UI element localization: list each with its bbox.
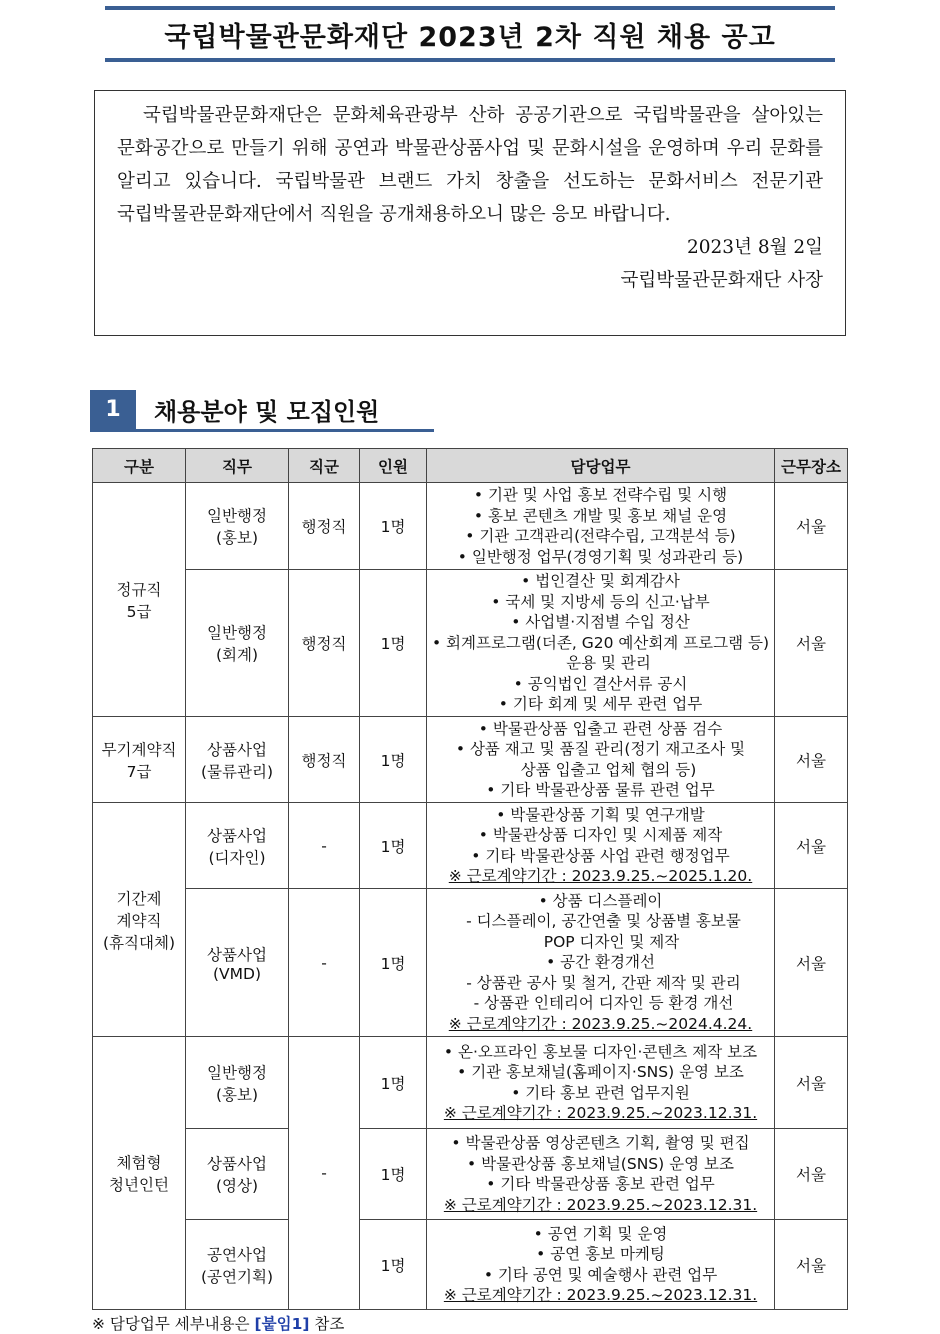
count-cell: 1명 [360, 1220, 427, 1310]
jobgroup-cell: - [289, 1037, 360, 1310]
jobgroup-cell: 행정직 [289, 570, 360, 717]
count-cell: 1명 [360, 570, 427, 717]
table-header-row [93, 449, 848, 483]
duty-item-continued: 상품 입출고 업체 협의 등) [520, 760, 697, 779]
duty-item: • 기관 및 사업 홍보 전략수립 및 시행 [431, 485, 770, 506]
location-cell: 서울 [775, 889, 848, 1037]
duty-item: • 일반행정 업무(경영기획 및 성과관리 등) [431, 547, 770, 568]
appendix-reference-link[interactable]: [붙임1] [254, 1315, 310, 1333]
table-row [93, 1037, 848, 1129]
duties-cell [427, 889, 775, 1037]
category-cell: 기간제 계약직 (휴직대체) [93, 803, 186, 1037]
duty-item: • 박물관상품 영상콘텐츠 기획, 촬영 및 편집 [431, 1133, 770, 1154]
count-cell: 1명 [360, 483, 427, 570]
duty-subitem: - 상품관 공사 및 철거, 간판 제작 및 관리 [466, 973, 741, 992]
job-cell: 일반행정 (회계) [186, 570, 289, 717]
duty-item: • 사업별·지점별 수입 정산 [431, 612, 770, 633]
section-heading [90, 390, 434, 432]
header-job: 직무 [186, 449, 289, 483]
count-cell: 1명 [360, 803, 427, 889]
category-cell: 무기계약직 7급 [93, 717, 186, 803]
job-cell: 공연사업 (공연기획) [186, 1220, 289, 1310]
section-number: 1 [90, 390, 136, 429]
contract-period-note: ※ 근로계약기간 : 2023.9.25.~2024.4.24. [448, 1014, 753, 1033]
duty-subitem: - 상품관 인테리어 디자인 등 환경 개선 [473, 994, 734, 1013]
intro-paragraph: 국립박물관문화재단은 문화체육관광부 산하 공공기관으로 국립박물관을 살아있는 문화공간으로 만들기 위해 공연과 박물관상품사업 및 문화시설을 운영하며 우리 문화를 알리고 있습니다. 국립박물관 브랜드 가치 창출을 선도하는 문화서비스 전문기관 국립박물관문화재단에서 직원을 공개채용하오니 많은 응모 바랍니다. [117, 105, 823, 225]
duty-item: • 기타 박물관상품 홍보 관련 업무 [431, 1174, 770, 1195]
duties-cell [427, 1037, 775, 1129]
jobgroup-cell: 행정직 [289, 483, 360, 570]
table-row [93, 570, 848, 717]
count-cell: 1명 [360, 889, 427, 1037]
duty-item: • 기타 공연 및 예술행사 관련 업무 [431, 1265, 770, 1286]
duty-item: • 공간 환경개선 [431, 952, 770, 973]
duty-item: • 기관 홍보채널(홈페이지·SNS) 운영 보조 [431, 1062, 770, 1083]
duty-item: • 박물관상품 디자인 및 시제품 제작 [431, 825, 770, 846]
intro-box [94, 90, 846, 336]
duty-item: • 온·오프라인 홍보물 디자인·콘텐츠 제작 보조 [431, 1042, 770, 1063]
duty-item: • 기관 고객관리(전략수립, 고객분석 등) [431, 526, 770, 547]
contract-period-note: ※ 근로계약기간 : 2023.9.25.~2023.12.31. [443, 1286, 758, 1304]
footnote [92, 1312, 344, 1334]
contract-period-note: ※ 근로계약기간 : 2023.9.25.~2025.1.20. [448, 867, 753, 885]
header-count: 인원 [360, 449, 427, 483]
header-category: 구분 [93, 449, 186, 483]
recruitment-table [92, 448, 848, 1310]
location-cell: 서울 [775, 1037, 848, 1129]
contract-period-note: ※ 근로계약기간 : 2023.9.25.~2023.12.31. [443, 1104, 758, 1122]
duty-item: • 공연 홍보 마케팅 [431, 1244, 770, 1265]
table-row [93, 1129, 848, 1220]
contract-period-note: ※ 근로계약기간 : 2023.9.25.~2023.12.31. [443, 1195, 758, 1214]
location-cell: 서울 [775, 717, 848, 803]
jobgroup-cell: 행정직 [289, 717, 360, 803]
duty-item: • 상품 재고 및 품질 관리(정기 재고조사 및 [431, 739, 770, 760]
duty-item: • 기타 회계 및 세무 관련 업무 [431, 694, 770, 715]
job-cell: 상품사업 (디자인) [186, 803, 289, 889]
footnote-suffix: 참조 [314, 1315, 345, 1333]
count-cell: 1명 [360, 1037, 427, 1129]
job-cell: 일반행정 (홍보) [186, 1037, 289, 1129]
duty-item: • 박물관상품 입출고 관련 상품 검수 [431, 719, 770, 740]
table-row [93, 483, 848, 570]
category-cell: 체험형 청년인턴 [93, 1037, 186, 1310]
duty-item: • 법인결산 및 회계감사 [431, 571, 770, 592]
duty-item-continued: 운용 및 관리 [566, 654, 651, 673]
duties-cell [427, 483, 775, 570]
duty-item: • 박물관상품 기획 및 연구개발 [431, 805, 770, 826]
jobgroup-cell: - [289, 803, 360, 889]
duties-cell [427, 1220, 775, 1310]
table-row [93, 1220, 848, 1310]
location-cell: 서울 [775, 570, 848, 717]
duties-cell [427, 1129, 775, 1220]
table-row [93, 717, 848, 803]
duty-item: • 공익법인 결산서류 공시 [431, 674, 770, 695]
header-duties: 담당업무 [427, 449, 775, 483]
job-cell: 일반행정 (홍보) [186, 483, 289, 570]
job-cell: 상품사업 (영상) [186, 1129, 289, 1220]
duty-item: • 회계프로그램(더존, G20 예산회계 프로그램 등) [431, 633, 770, 654]
duty-item: • 홍보 콘텐츠 개발 및 홍보 채널 운영 [431, 506, 770, 527]
duty-item: • 공연 기획 및 운영 [431, 1224, 770, 1245]
duty-item-continued: POP 디자인 및 제작 [543, 932, 680, 951]
category-cell: 정규직 5급 [93, 483, 186, 717]
location-cell: 서울 [775, 483, 848, 570]
table-row [93, 803, 848, 889]
header-jobgroup: 직군 [289, 449, 360, 483]
duty-item: • 기타 홍보 관련 업무지원 [431, 1083, 770, 1104]
duty-item: • 국세 및 지방세 등의 신고·납부 [431, 592, 770, 613]
duty-item: • 상품 디스플레이 [431, 891, 770, 912]
header-location: 근무장소 [775, 449, 848, 483]
duty-item: • 기타 박물관상품 물류 관련 업무 [431, 780, 770, 801]
duties-cell [427, 803, 775, 889]
intro-signature: 국립박물관문화재단 사장 [620, 270, 823, 291]
location-cell: 서울 [775, 1129, 848, 1220]
job-cell: 상품사업 (VMD) [186, 889, 289, 1037]
count-cell: 1명 [360, 1129, 427, 1220]
location-cell: 서울 [775, 803, 848, 889]
count-cell: 1명 [360, 717, 427, 803]
location-cell: 서울 [775, 1220, 848, 1310]
duty-item: • 기타 박물관상품 사업 관련 행정업무 [431, 846, 770, 867]
section-title: 채용분야 및 모집인원 [154, 398, 380, 426]
footnote-prefix: ※ 담당업무 세부내용은 [92, 1315, 250, 1333]
duties-cell [427, 570, 775, 717]
table-row [93, 889, 848, 1037]
intro-date: 2023년 8월 2일 [687, 237, 823, 258]
job-cell: 상품사업 (물류관리) [186, 717, 289, 803]
jobgroup-cell: - [289, 889, 360, 1037]
duty-subitem: - 디스플레이, 공간연출 및 상품별 홍보물 [466, 912, 741, 931]
title-banner [105, 6, 835, 62]
page-title: 국립박물관문화재단 2023년 2차 직원 채용 공고 [164, 21, 776, 53]
duty-item: • 박물관상품 홍보채널(SNS) 운영 보조 [431, 1154, 770, 1175]
duties-cell [427, 717, 775, 803]
